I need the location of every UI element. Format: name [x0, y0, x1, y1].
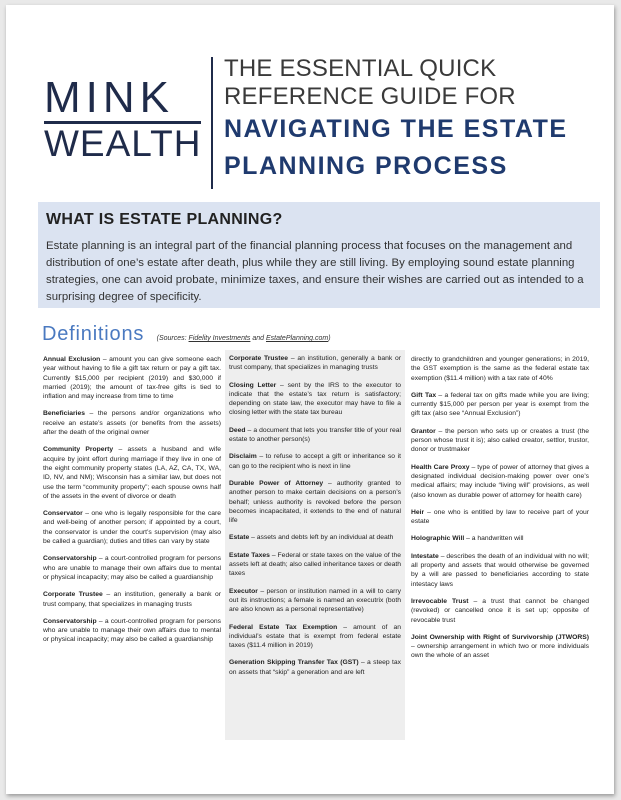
definition-entry: [229, 479, 401, 525]
definition-entry: [411, 463, 589, 500]
definition-term: Durable Power of Attorney: [229, 479, 324, 487]
definition-text: – a federal tax on gifts made while you are living; currently $15,000 per person per year is exempt from the gift tax (also see “Annual Exclusion”): [411, 391, 589, 418]
page-title: [224, 55, 604, 185]
definition-term: Conservator: [43, 510, 83, 518]
definition-entry: [229, 533, 401, 542]
source-link-estateplanning[interactable]: EstatePlanning.com: [265, 335, 329, 342]
definition-entry: [411, 552, 589, 589]
definition-text: – Federal or state taxes on the value of the assets left at death; also called inheritance taxes or death taxes: [229, 551, 401, 578]
definition-text: – ownership arrangement in which two or more individuals own the whole of an asset: [411, 643, 589, 660]
sources-and: and: [250, 335, 266, 342]
definition-entry: [229, 452, 401, 471]
definition-term: Irrevocable Trust: [411, 597, 469, 605]
what-body: Estate planning is an integral part of the financial planning process that focuses on the management and distribution of one’s estate after death, plus while they are still living. By employing sound estate planning strategies, one can avoid probate, minimize taxes, and ensure their wishes are carried out as intended to a surprising degree of specificity.: [46, 240, 584, 303]
definition-term: Executor: [229, 587, 258, 595]
definition-text: – sent by the IRS to the executor to indicate that the estate’s tax return is satisfactory; depending on state law, the executor may have to file a closing letter with the state tax bureau: [229, 381, 401, 417]
title-line-4: PLANNING PROCESS: [224, 152, 508, 180]
definition-text: – describes the death of an individual with no will; all property and assets that would otherwise be governed by a will are passed to beneficiaries according to state intestacy laws: [411, 552, 589, 588]
definition-entry: [411, 534, 589, 543]
definition-text: – a trust that cannot be changed (revoked) or cancelled once it is set up; opposite of revocable trust: [411, 597, 589, 624]
definitions-column-2: [225, 350, 405, 740]
definition-term: Holographic Will: [411, 535, 465, 543]
definition-entry: [229, 551, 401, 579]
title-line-3: NAVIGATING THE ESTATE: [224, 115, 568, 143]
definition-entry: [411, 633, 589, 661]
definition-text: – the person who sets up or creates a trust (the person whose trust it is); also called creator, settlor, trustor, donor or trustmaker: [411, 427, 589, 454]
definition-text: – a court-controlled program for persons who are unable to manage their own affairs due to mental or physical incapacity; may also be called a guardianship: [43, 617, 221, 644]
definition-term: Generation Skipping Transfer Tax (GST): [229, 659, 359, 667]
definition-term: Community Property: [43, 446, 114, 454]
definition-entry: [43, 409, 221, 437]
definition-text: – one who is entitled by law to receive part of your estate: [411, 508, 589, 526]
definition-term: Joint Ownership with Right of Survivorship (JTWORS): [411, 633, 589, 641]
definition-entry: [411, 597, 589, 625]
definition-entry: [43, 590, 221, 609]
definition-text: – assets and debts left by an individual at death: [249, 534, 394, 542]
definition-text: – amount you can give someone each year without having to file a gift tax return or pay a gift tax. Currently $15,000 per recipient (2019) and $30,000 if married (2019); the amount of tax-free gifts is tied to inflation and may increase from time to time: [43, 356, 221, 401]
logo-line-wealth: WEALTH: [44, 123, 202, 164]
definition-term: Disclaim: [229, 453, 257, 461]
definition-term: Conservatorship: [43, 555, 97, 563]
definition-entry: [229, 381, 401, 418]
definition-entry: [411, 508, 589, 527]
definition-text: – a steep tax on assets that “skip” a generation and are left: [229, 659, 401, 676]
definition-entry: [43, 445, 221, 501]
definitions-title: Definitions: [42, 323, 145, 345]
definitions-header: [42, 323, 331, 346]
definition-term: Deed: [229, 426, 246, 434]
definition-entry: [43, 554, 221, 582]
what-is-estate-planning-box: [38, 202, 600, 308]
logo-line-mink: MINK: [44, 73, 174, 122]
title-line-2: REFERENCE GUIDE FOR: [224, 83, 516, 110]
mink-wealth-logo: [44, 73, 206, 164]
source-link-fidelity[interactable]: Fidelity Investments: [188, 335, 251, 342]
definition-entry: [229, 426, 401, 445]
document-page: [6, 5, 614, 794]
sources-suffix: ): [328, 335, 331, 342]
definition-term: Intestate: [411, 552, 439, 560]
definition-text: directly to grandchildren and younger generations; in 2019, the GST exemption is the same as the federal estate tax exemption ($11.4 million) with a tax rate of 40%: [411, 356, 589, 382]
definition-term: Health Care Proxy: [411, 463, 470, 471]
definition-entry: [229, 587, 401, 615]
definition-text: – person or institution named in a will to carry out its instructions; a female is named an executrix (both are also known as a personal representative): [229, 587, 401, 614]
definition-text: – type of power of attorney that gives a designated individual decision-making power over one’s medical affairs; may include “living will” provisions, as well (also known as durable power of attorney for health care): [411, 463, 589, 499]
definition-text: – to refuse to accept a gift or inheritance so it can go to the recipient who is next in line: [229, 453, 401, 470]
definition-text: – authority granted to another person to make certain decisions on a person’s behalf; unless authority is revoked before the person becomes incapacitated, it extends to the end of natural life: [229, 479, 401, 525]
definition-entry: [411, 355, 589, 383]
definition-text: – an institution, generally a bank or trust company, that specializes in managing trusts: [43, 591, 221, 608]
what-heading: WHAT IS ESTATE PLANNING?: [46, 211, 283, 228]
definitions-sources: [157, 335, 331, 342]
definition-entry: [43, 617, 221, 645]
definition-entry: [411, 391, 589, 419]
definition-entry: [229, 354, 401, 373]
definition-entry: [411, 427, 589, 455]
definition-term: Gift Tax: [411, 391, 437, 399]
definition-entry: [229, 623, 401, 651]
definition-term: Estate Taxes: [229, 551, 270, 559]
definition-entry: [43, 509, 221, 546]
definition-term: Corporate Trustee: [229, 355, 289, 362]
definitions-column-1: [43, 355, 221, 653]
definition-entry: [229, 658, 401, 677]
definition-text: – an institution, generally a bank or trust company, that specializes in managing trusts: [229, 355, 401, 372]
definition-term: Annual Exclusion: [43, 356, 101, 363]
definition-text: – a handwritten will: [464, 535, 524, 543]
definition-term: Closing Letter: [229, 381, 277, 389]
definition-term: Corporate Trustee: [43, 591, 103, 599]
definition-entry: [43, 355, 221, 401]
definition-term: Grantor: [411, 427, 436, 435]
definition-term: Federal Estate Tax Exemption: [229, 623, 338, 631]
definition-term: Heir: [411, 508, 425, 516]
sources-prefix: (Sources:: [156, 335, 189, 342]
definition-text: – amount of an individual’s estate that is exempt from federal estate taxes ($11.4 million in 2019): [229, 623, 401, 650]
definition-text: – a court-controlled program for persons who are unable to manage their own affairs due to mental or physical incapacity; may also be called a guardianship: [43, 555, 221, 581]
definition-term: Beneficiaries: [43, 410, 86, 418]
definition-text: – assets a husband and wife acquire by joint effort during marriage if they live in one of the eight community property states (LA, AZ, CA, TX, WA, ID, NV, and NM); Wisconsin has a similar law, but does not use the term “community property”; each spouse owns half of the assets in the event of divorce or death: [43, 446, 222, 500]
definition-text: – the persons and/or organizations who receive an estate’s assets (or benefits from the assets) after the death of the original owner: [43, 410, 221, 437]
title-line-1: THE ESSENTIAL QUICK: [224, 55, 497, 82]
definitions-column-3: [411, 355, 589, 669]
header-divider: [211, 57, 213, 189]
definition-term: Estate: [229, 534, 250, 542]
definition-text: – a document that lets you transfer title of your real estate to another person(s): [229, 426, 401, 444]
definition-term: Conservatorship: [43, 617, 97, 625]
definition-text: – one who is legally responsible for the care and well-being of another person; if appointed by a court, the conservator is under the court’s supervision (may also be called a guardian); duties and titles can vary by state: [43, 510, 221, 546]
